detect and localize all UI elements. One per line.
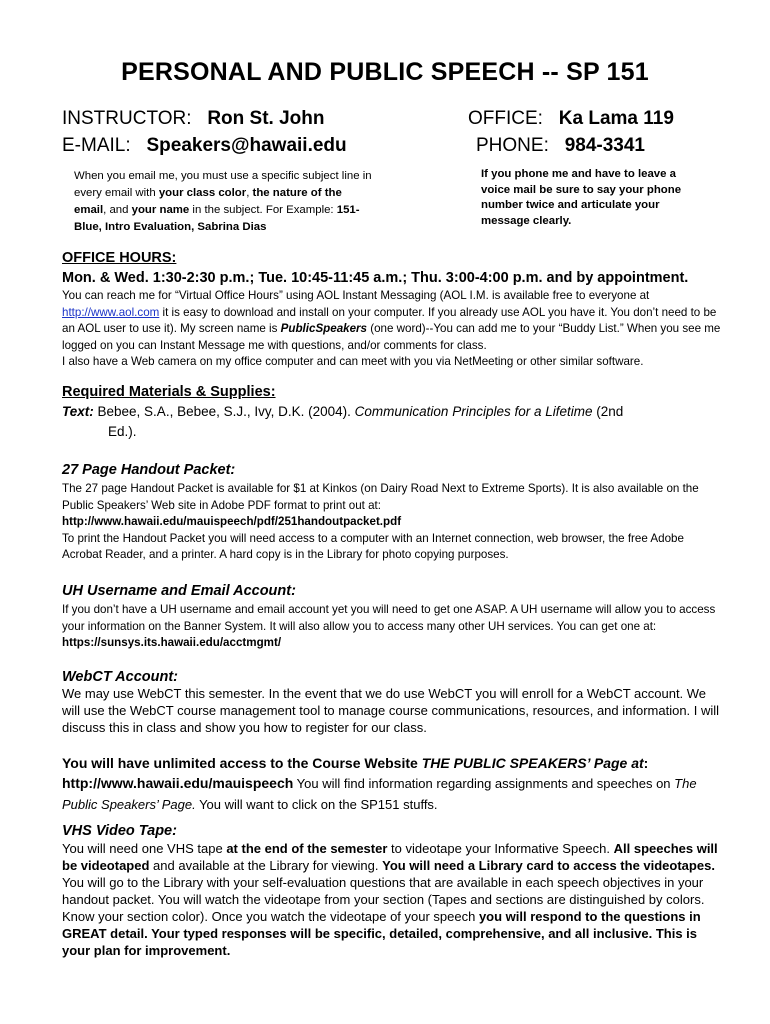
- textbook-citation: Text: Bebee, S.A., Bebee, S.J., Ivy, D.K. (2004). Communication Principles for a Lifetime (2nd: [62, 404, 624, 419]
- office-hours-times: Mon. & Wed. 1:30-2:30 p.m.; Tue. 10:45-11:45 a.m.; Thu. 3:00-4:00 p.m. and by appointment.: [62, 270, 689, 286]
- webct-heading: WebCT Account:: [62, 669, 178, 685]
- course-website-text: You will have unlimited access to the Course Website THE PUBLIC SPEAKERS’ Page at: http://www.hawaii.edu/mauispeech You will find information regarding assignments and speeches on The Public Speakers’ Page. You will want to click on the SP151 stuffs.: [62, 755, 697, 812]
- instructor-label: INSTRUCTOR:: [62, 108, 192, 129]
- materials-heading: Required Materials & Supplies:: [62, 384, 276, 400]
- office-hours-heading: OFFICE HOURS:: [62, 250, 177, 266]
- aol-link[interactable]: http://www.aol.com: [62, 305, 160, 319]
- course-website-url[interactable]: http://www.hawaii.edu/mauispeech: [62, 775, 294, 791]
- screen-name: PublicSpeakers: [280, 322, 368, 335]
- web-camera-text: I also have a Web camera on my office computer and can meet with you via NetMeeting or other similar software.: [62, 355, 644, 368]
- vhs-text: You will need one VHS tape at the end of the semester to videotape your Informative Speech. All speeches will be videotaped and available at the Library for viewing. You will need a Library card to access the videotapes. You will go to the Library with your self-evaluation questions that are available in each speech objectives in your handout packet. You will watch the videotape from your section (Tapes and sections are distinguished by colors. Know your section color). Once you watch the videotape of your speech you will respond to the questions in GREAT detail. Your typed responses will be specific, detailed, comprehensive, and all inclusive. This is your plan for improvement.: [62, 841, 718, 958]
- webct-text: We may use WebCT this semester. In the event that we do use WebCT you will enroll for a WebCT account. We will use the WebCT course management tool to manage course communications, resources, and information. I will discuss this in class and show you how to register for our class.: [62, 686, 720, 735]
- email-instructions: When you email me, you must use a specific subject line in every email with your class color, the nature of the email, and your name in the subject. For Example: 151-Blue, Intro Evaluation, Sabrina Dias: [74, 170, 372, 233]
- handout-section: [62, 462, 726, 564]
- textbook-edition: Ed.).: [108, 424, 137, 439]
- virtual-office-hours-text: You can reach me for “Virtual Office Hours” using AOL Instant Messaging (AOL I.M. is available free to everyone at http://www.aol.com it is easy to download and install on your computer. If you already use AOL you have it. You don’t need to be an AOL user to use it). My screen name is PublicSpeakers (one word)--You can add me to your “Buddy List.” When you see me logged on you can Instant Message me with questions, and/or comments for class.: [62, 289, 721, 352]
- phone-instructions: If you phone me and have to leave a voice mail be sure to say your phone number twice and articulate your message clearly.: [481, 168, 682, 227]
- phone-line: [476, 135, 645, 157]
- textbook-title: Communication Principles for a Lifetime: [354, 404, 593, 419]
- handout-url[interactable]: http://www.hawaii.edu/mauispeech/pdf/251handoutpacket.pdf: [62, 515, 402, 528]
- course-website-section: [62, 753, 726, 815]
- vhs-section: [62, 823, 726, 959]
- email-line: [62, 135, 347, 157]
- office-label: OFFICE:: [468, 108, 543, 129]
- handout-heading: 27 Page Handout Packet:: [62, 462, 236, 478]
- office-line: [468, 108, 674, 130]
- vhs-heading: VHS Video Tape:: [62, 823, 177, 839]
- website-page-name: THE PUBLIC SPEAKERS’ Page at: [421, 755, 644, 771]
- course-title: PERSONAL AND PUBLIC SPEECH -- SP 151: [121, 58, 649, 86]
- webct-section: [62, 669, 726, 736]
- phone-label: PHONE:: [476, 135, 549, 156]
- email-address[interactable]: Speakers@hawaii.edu: [146, 135, 347, 156]
- uh-account-section: [62, 583, 726, 652]
- handout-printing: To print the Handout Packet you will need access to a computer with an Internet connection, web browser, the free Adobe Acrobat Reader, and a printer. A hard copy is in the Library for photo copying purposes.: [62, 531, 684, 561]
- office-hours-section: [62, 250, 726, 371]
- materials-section: [62, 384, 726, 442]
- uh-account-text: If you don’t have a UH username and email account yet you will need to get one ASAP. A UH username will allow you to access your information on the Banner System. It will also allow you to access many other UH services. You can get one at: https://sunsys.its.hawaii.edu/acctmgmt/: [62, 603, 716, 649]
- handout-availability: The 27 page Handout Packet is available for $1 at Kinkos (on Dairy Road Next to Extreme Sports). It is also available on the Public Speakers’ Web site in Adobe PDF format to print out at:: [62, 482, 699, 512]
- uh-account-heading: UH Username and Email Account:: [62, 583, 296, 599]
- email-label: E-MAIL:: [62, 135, 131, 156]
- instructor-line: [62, 108, 324, 130]
- office-location: Ka Lama 119: [558, 108, 674, 129]
- instructor-name: Ron St. John: [207, 108, 325, 129]
- uh-account-url[interactable]: https://sunsys.its.hawaii.edu/acctmgmt/: [62, 636, 282, 649]
- phone-number: 984-3341: [564, 135, 645, 156]
